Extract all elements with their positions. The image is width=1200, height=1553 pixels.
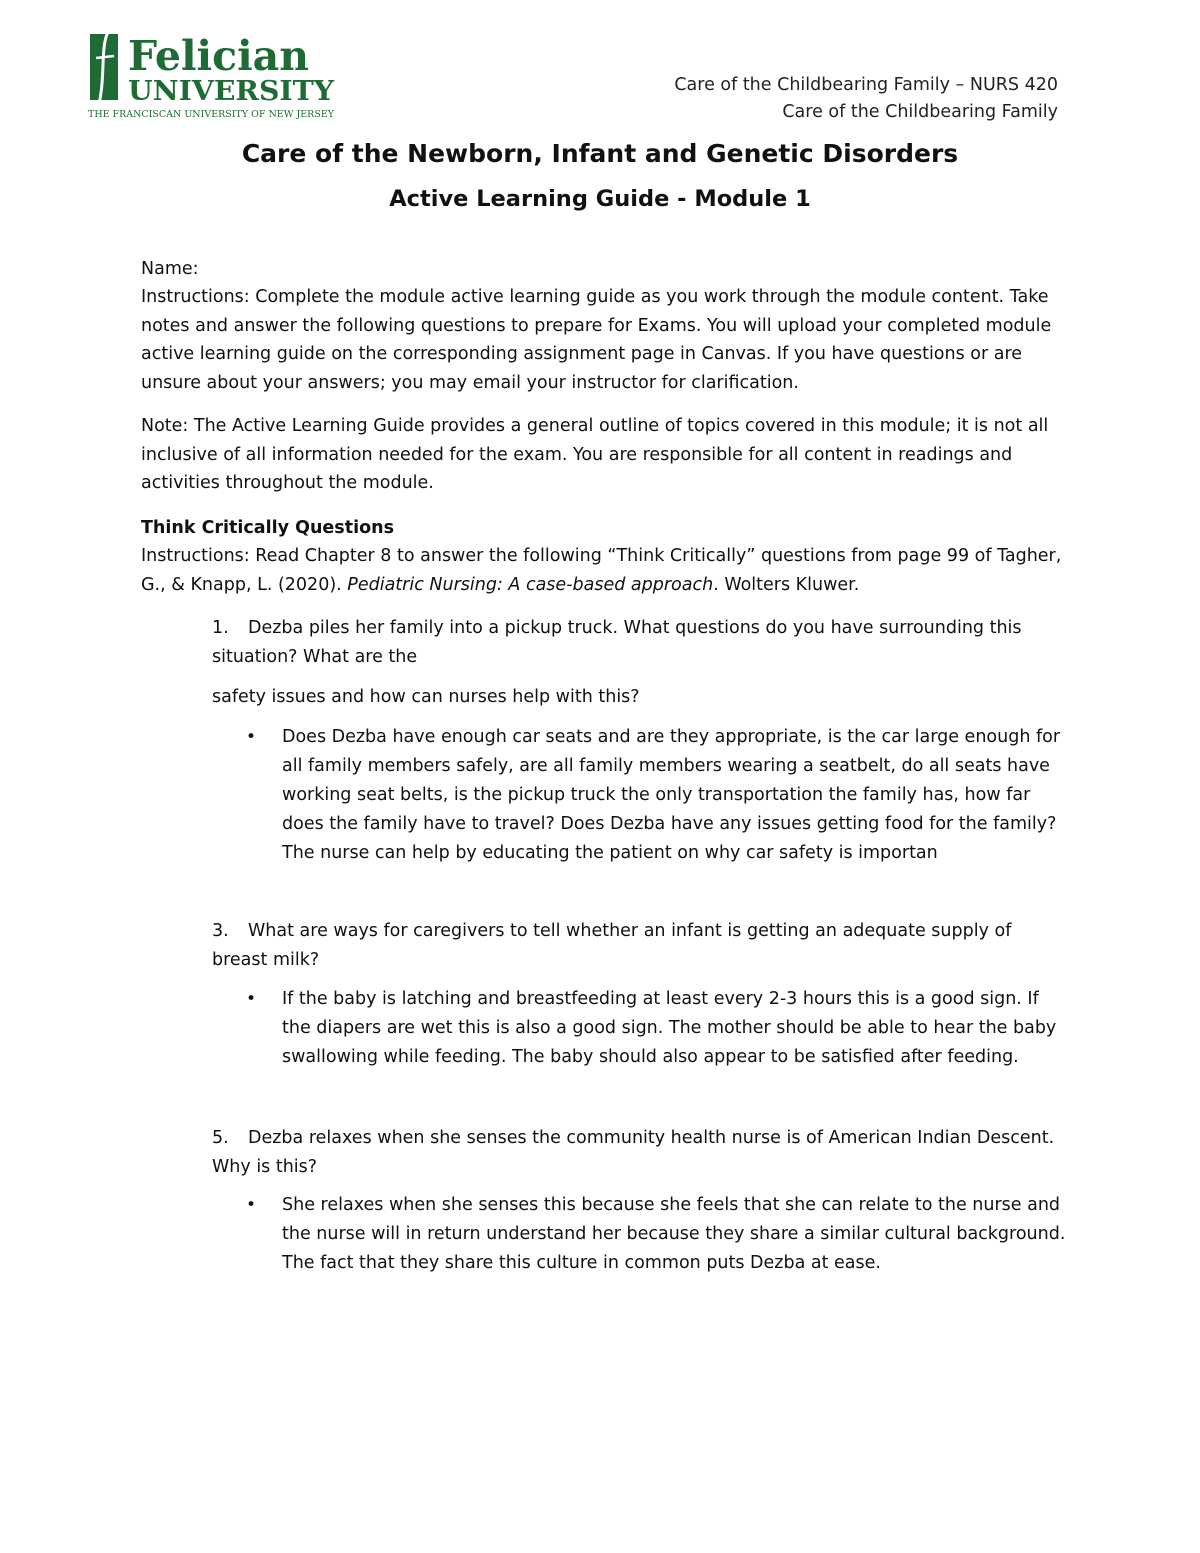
section-instructions-book: Pediatric Nursing: A case-based approach bbox=[347, 574, 714, 595]
answer-text: She relaxes when she senses this because she feels that she can relate to the nurse and the nurse will in return understand her because they share a similar cultural background. The fact that they share this culture in common puts Dezba at ease. bbox=[282, 1195, 1066, 1273]
section-instructions-before: Instructions: Read Chapter 8 to answer the following “Think Critically” questions from page 99 of Tagher, G., & Knapp, L. (2020). bbox=[141, 546, 1062, 595]
logo-sub: UNIVERSITY bbox=[128, 76, 335, 107]
section-instructions-after: . Wolters Kluwer. bbox=[713, 574, 860, 595]
section-instructions bbox=[141, 542, 1066, 599]
document-subtitle: Active Learning Guide - Module 1 bbox=[389, 186, 811, 212]
question-number: 1. bbox=[212, 618, 229, 638]
bullet-icon: • bbox=[246, 727, 257, 747]
note-paragraph: Note: The Active Learning Guide provides a general outline of topics covered in this module; it is not all inclusive of all information needed for the exam. You are responsible for all content in readings and activities throughout the module. bbox=[141, 416, 1049, 494]
question-item bbox=[212, 1124, 1064, 1181]
answer-item bbox=[246, 723, 1067, 868]
answer-text: Does Dezba have enough car seats and are they appropriate, is the car large enough for all family members safely, are all family members wearing a seatbelt, do all seats have working seat belts, is the pickup truck the only transportation the family has, how far does the family have to travel? Does Dezba have any issues getting food for the family? The nurse can help by educating the patient on why car safety is importan bbox=[282, 727, 1061, 863]
answer-text: If the baby is latching and breastfeeding at least every 2-3 hours this is a good sign. If the diapers are wet this is also a good sign. The mother should be able to hear the baby swallowing while feeding. The baby should also appear to be satisfied after feeding. bbox=[282, 989, 1057, 1067]
section-heading-text: Think Critically Questions bbox=[141, 518, 394, 538]
name-label: Name: bbox=[141, 259, 199, 279]
answer-item bbox=[246, 985, 1067, 1072]
question-continuation: safety issues and how can nurses help with this? bbox=[212, 687, 640, 707]
logo-name: Felician bbox=[128, 32, 310, 80]
header-course-subline: Care of the Childbearing Family bbox=[782, 102, 1058, 122]
question-item bbox=[212, 614, 1064, 671]
question-text: Dezba relaxes when she senses the community health nurse is of American Indian Descent. Why is this? bbox=[212, 1128, 1055, 1177]
section-heading bbox=[141, 514, 1066, 543]
instructions-paragraph: Instructions: Complete the module active learning guide as you work through the module content. Take notes and answer the following questions to prepare for Exams. You will upload your completed module active learning guide on the corresponding assignment page in Canvas. If you have questions or are unsure about your answers; you may email your instructor for clarification. bbox=[141, 287, 1052, 394]
document-header bbox=[674, 72, 1058, 126]
answer-item bbox=[246, 1191, 1067, 1278]
question-item bbox=[212, 917, 1064, 974]
document-title: Care of the Newborn, Infant and Genetic Disorders bbox=[241, 139, 959, 168]
logo-tagline: THE FRANCISCAN UNIVERSITY OF NEW JERSEY bbox=[88, 109, 335, 120]
question-number: 5. bbox=[212, 1128, 229, 1148]
header-course-line: Care of the Childbearing Family – NURS 420 bbox=[674, 75, 1058, 95]
question-text: Dezba piles her family into a pickup truck. What questions do you have surrounding this situation? What are the bbox=[212, 618, 1022, 667]
bullet-icon: • bbox=[246, 989, 257, 1009]
question-number: 3. bbox=[212, 921, 229, 941]
question-text: What are ways for caregivers to tell whether an infant is getting an adequate supply of breast milk? bbox=[212, 921, 1012, 970]
felician-university-logo bbox=[86, 28, 338, 124]
bullet-icon: • bbox=[246, 1195, 257, 1215]
